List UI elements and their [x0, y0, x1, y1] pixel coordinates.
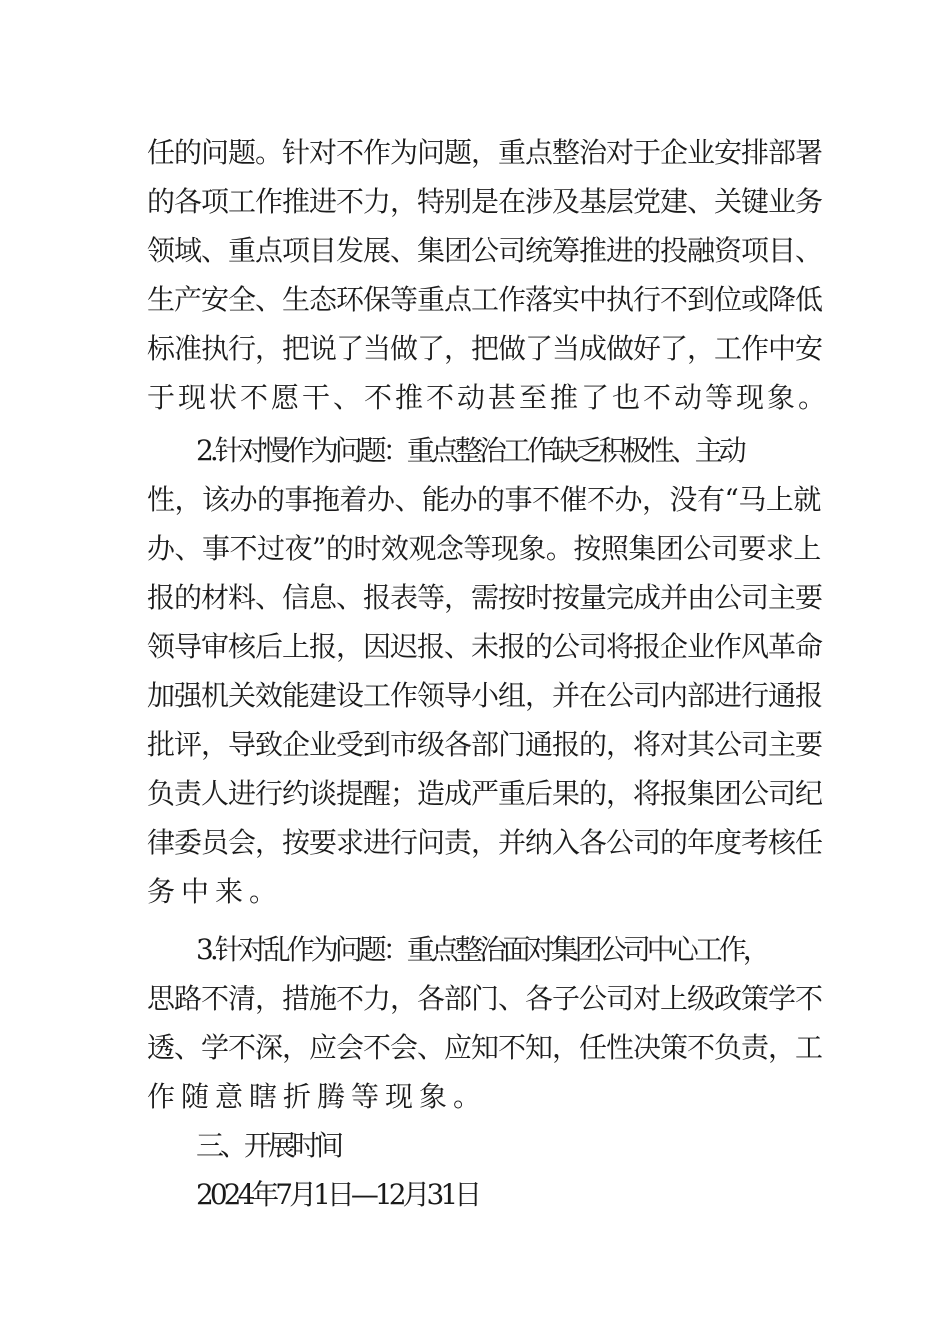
text-line: 律委员会，按要求进行问责，并纳入各公司的年度考核任: [147, 826, 823, 859]
text-line: 任的问题。针对不作为问题，重点整治对于企业安排部署: [147, 136, 823, 169]
text-line: 性，该办的事拖着办、能办的事不催不办，没有“马上就: [147, 483, 821, 516]
text-line: 报的材料、信息、报表等，需按时按量完成并由公司主要: [147, 581, 823, 614]
date-range: 2024年7月1日—12月31日: [196, 1178, 479, 1211]
text-line: 领域、重点项目发展、集团公司统筹推进的投融资项目、: [147, 234, 823, 267]
section-heading: 三、开展时间: [196, 1129, 341, 1162]
text-line: 生产安全、生态环保等重点工作落实中执行不到位或降低: [147, 283, 823, 316]
text-line: 加强机关效能建设工作领导小组，并在公司内部进行通报: [147, 679, 823, 712]
text-line: 于现状不愿干、不推不动甚至推了也不动等现象。: [147, 381, 830, 414]
text-line: 思路不清，措施不力，各部门、各子公司对上级政策学不: [147, 982, 823, 1015]
text-line: 批评，导致企业受到市级各部门通报的，将对其公司主要: [147, 728, 823, 761]
text-line: 办、事不过夜”的时效观念等现象。按照集团公司要求上: [147, 532, 821, 565]
text-line: 透、学不深，应会不会、应知不知，任性决策不负责，工: [147, 1031, 823, 1064]
text-line: 作随意瞎折腾等现象。: [147, 1080, 488, 1113]
text-line: 负责人进行约谈提醒；造成严重后果的，将报集团公司纪: [147, 777, 823, 810]
text-line: 的各项工作推进不力，特别是在涉及基层党建、关键业务: [147, 185, 823, 218]
paragraph-3-first-line: 3.针对乱作为问题：重点整治面对集团公司中心工作，: [196, 933, 767, 966]
text-line: 务中来。: [147, 875, 284, 908]
text-line: 标准执行，把说了当做了，把做了当成做好了，工作中安: [147, 332, 823, 365]
text-line: 领导审核后上报，因迟报、未报的公司将报企业作风革命: [147, 630, 823, 663]
paragraph-2-first-line: 2.针对慢作为问题：重点整治工作缺乏积极性、主动: [196, 434, 743, 467]
